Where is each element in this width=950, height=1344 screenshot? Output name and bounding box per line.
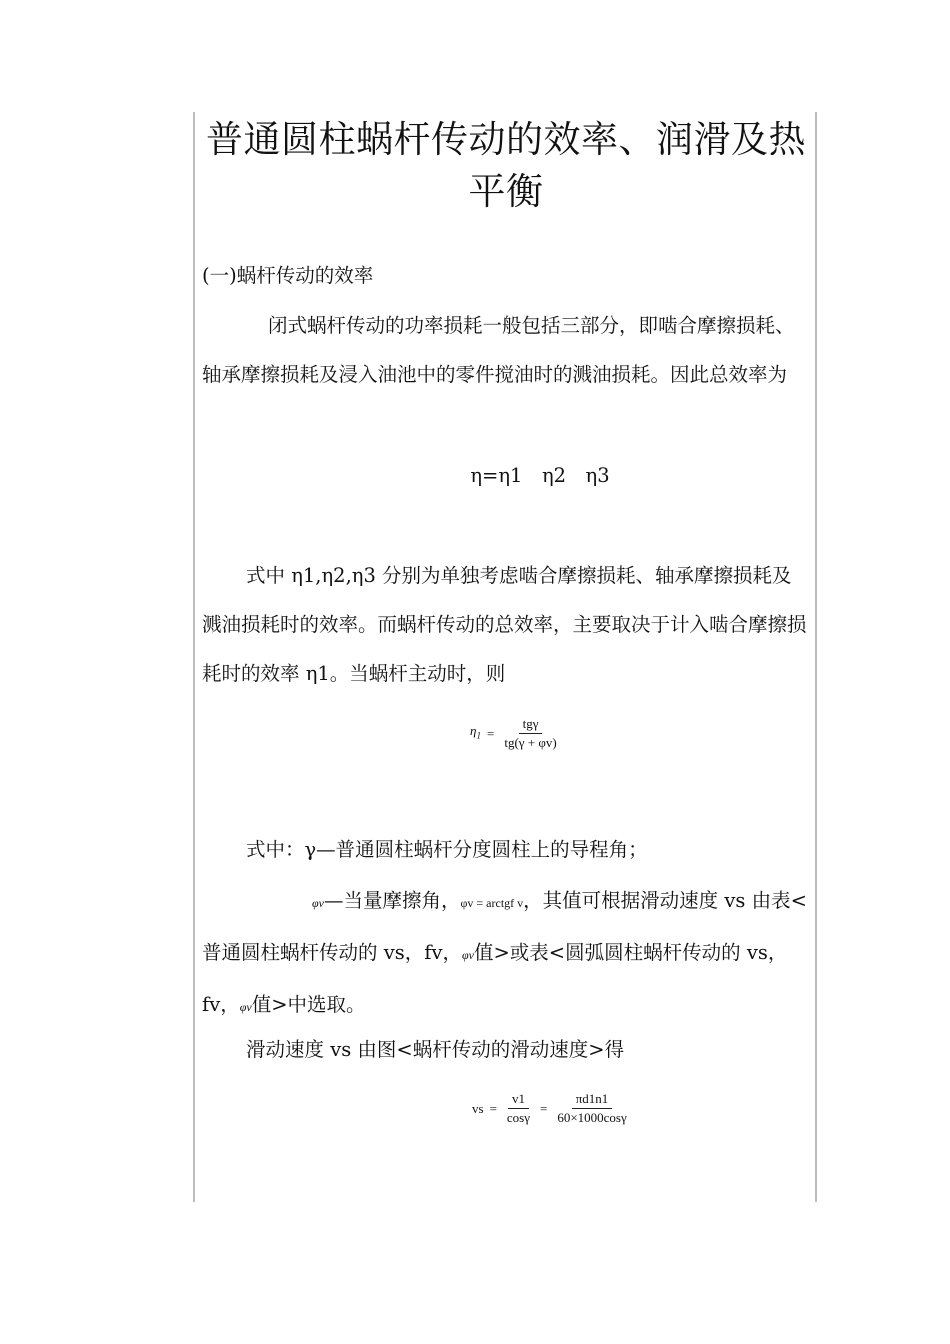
eta1-lhs: η xyxy=(470,723,477,739)
vs-denominator-2: 60×1000cosγ xyxy=(557,1110,627,1125)
eta1-equals: = xyxy=(487,725,495,741)
eta1-denominator: tg(γ + φv) xyxy=(504,735,557,750)
right-border xyxy=(815,112,817,1202)
phi-expression: φv = arctgf v xyxy=(460,896,524,910)
phi-text-1: —当量摩擦角， xyxy=(323,889,461,912)
eta1-numerator: tgγ xyxy=(519,716,543,734)
page-title: 普通圆柱蜗杆传动的效率、润滑及热平衡 xyxy=(206,118,806,213)
phi-symbol-3: φv xyxy=(239,1000,252,1014)
vs-lhs: vs xyxy=(472,1100,484,1116)
vs-denominator-1: cosγ xyxy=(506,1110,530,1125)
vs-fraction-2 xyxy=(553,1091,630,1126)
left-border xyxy=(193,112,195,1202)
eta1-fraction xyxy=(500,716,560,751)
phi-symbol-2: φv xyxy=(461,948,474,962)
equation-vs xyxy=(472,1091,631,1126)
paragraph-phi xyxy=(202,876,810,1032)
phi-text-4: 值>中选取。 xyxy=(251,993,366,1016)
paragraph-efficiency: 闭式蜗杆传动的功率损耗一般包括三部分，即啮合摩擦损耗、轴承摩擦损耗及浸入油池中的零件搅油时的溅油损耗。因此总效率为 xyxy=(202,314,795,386)
vs-numerator-1: v1 xyxy=(508,1091,529,1109)
phi-text-3: 值>或表<圆弧圆柱蜗杆传动的 vs，fv， xyxy=(202,941,788,1016)
vs-equals-2: = xyxy=(539,1100,548,1116)
vs-equals-1: = xyxy=(489,1100,497,1116)
eta1-lhs-sub: 1 xyxy=(476,730,481,741)
paragraph-gamma: 式中：γ—普通圆柱蜗杆分度圆柱上的导程角； xyxy=(246,838,648,861)
paragraph-eta-definition: 式中 η1,η2,η3 分别为单独考虑啮合摩擦损耗、轴承摩擦损耗及溅油损耗时的效率。而蜗杆传动的总效率，主要取决于计入啮合摩擦损耗时的效率 η1。当蜗杆主动时，则 xyxy=(202,564,807,685)
vs-numerator-2: πd1n1 xyxy=(572,1091,613,1109)
paragraph-sliding-speed: 滑动速度 vs 由图<蜗杆传动的滑动速度>得 xyxy=(246,1038,625,1061)
equation-eta1 xyxy=(470,716,561,751)
section-heading: (一)蜗杆传动的效率 xyxy=(202,264,374,287)
equation-total-efficiency: η=η1 η2 η3 xyxy=(470,464,610,487)
phi-symbol: φv xyxy=(312,896,324,910)
phi-text-2: ，其值可根据滑动速度 vs 由表<普通圆柱蜗杆传动的 vs，fv， xyxy=(202,889,807,964)
vs-fraction-1 xyxy=(503,1091,534,1126)
